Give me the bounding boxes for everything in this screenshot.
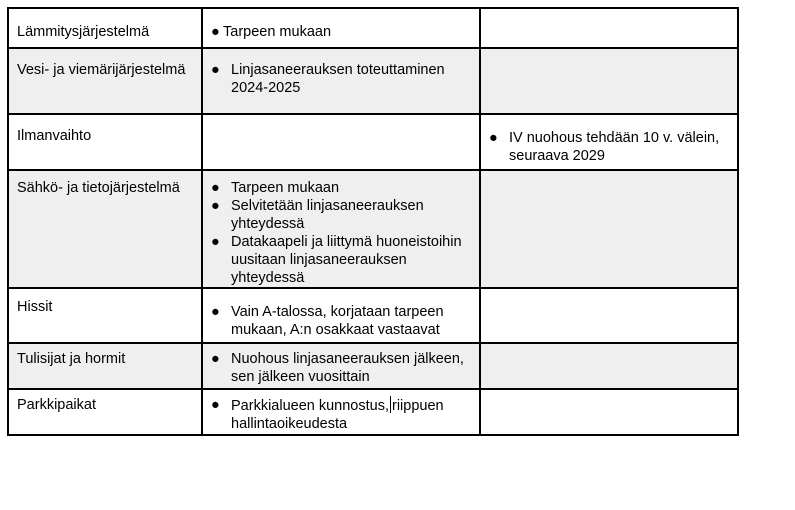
bullet-icon: ● (211, 234, 220, 250)
notes-cell[interactable] (480, 288, 738, 343)
row-label-cell[interactable] (8, 8, 202, 48)
measures-list (203, 9, 479, 41)
list-item: ● Tarpeen mukaan (211, 24, 332, 40)
row-label-cell[interactable] (8, 343, 202, 389)
row-label-cell[interactable] (8, 114, 202, 170)
measures-cell[interactable] (202, 343, 480, 389)
notes-list (481, 115, 737, 165)
row-label: Vesi- ja viemärijärjestelmä (17, 62, 186, 78)
measures-cell[interactable] (202, 288, 480, 343)
table-row (8, 343, 738, 389)
row-label: Lämmitysjärjestelmä (17, 24, 150, 40)
notes-cell[interactable] (480, 8, 738, 48)
row-label: Hissit (17, 299, 53, 315)
measures-cell[interactable] (202, 114, 480, 170)
row-label-cell[interactable] (8, 389, 202, 435)
list-item: ● Tarpeen mukaan (211, 180, 340, 196)
measures-list (203, 344, 479, 386)
text-cursor (390, 396, 391, 413)
row-label: Sähkö- ja tietojärjestelmä (17, 180, 180, 196)
table-row (8, 114, 738, 170)
notes-cell[interactable] (480, 170, 738, 288)
measures-list (203, 390, 479, 433)
table-row (8, 48, 738, 114)
row-label-cell[interactable] (8, 288, 202, 343)
notes-cell[interactable] (480, 343, 738, 389)
measures-cell[interactable] (202, 389, 480, 435)
table-row (8, 8, 738, 48)
table-row (8, 389, 738, 435)
bullet-icon: ● (211, 24, 220, 40)
cursor-line: Parkkialueen kunnostus, (231, 398, 389, 414)
notes-cell[interactable] (480, 48, 738, 114)
row-label-cell[interactable] (8, 48, 202, 114)
list-item: ● Nuohous linjasaneerauksen jälkeen, sen jälkeen vuosittain (211, 351, 464, 385)
bullet-icon: ● (211, 198, 220, 214)
list-item: ● Vain A-talossa, korjataan tarpeen mukaan, A:n osakkaat vastaavat (211, 304, 444, 338)
list-item: ● IV nuohous tehdään 10 v. välein, seuraava 2029 (489, 130, 720, 164)
list-item: ● Selvitetään linjasaneerauksen yhteydessä (211, 198, 424, 232)
bullet-icon: ● (211, 397, 220, 413)
table-row (8, 288, 738, 343)
bullet-icon: ● (211, 180, 220, 196)
measures-list (203, 289, 479, 339)
table-row (8, 170, 738, 288)
list-item: ● Datakaapeli ja liittymä huoneistoihin uusitaan linjasaneerauksen yhteydessä (211, 234, 462, 286)
bullet-icon: ● (489, 130, 498, 146)
row-label: Ilmanvaihto (17, 128, 92, 144)
bullet-icon: ● (211, 304, 220, 320)
bullet-icon: ● (211, 351, 220, 367)
row-label-cell[interactable] (8, 170, 202, 288)
measures-cell[interactable] (202, 170, 480, 288)
measures-cell[interactable] (202, 8, 480, 48)
measures-cell[interactable] (202, 48, 480, 114)
list-item: ● Parkkialueen kunnostus, riippuen hallintaoikeudesta (211, 397, 444, 432)
measures-list (203, 171, 479, 287)
bullet-icon: ● (211, 62, 220, 78)
row-label: Parkkipaikat (17, 397, 96, 413)
notes-cell[interactable] (480, 114, 738, 170)
list-item: ● Linjasaneerauksen toteuttaminen 2024-2025 (211, 62, 445, 96)
measures-list (203, 49, 479, 97)
row-label: Tulisijat ja hormit (17, 351, 126, 367)
notes-cell[interactable] (480, 389, 738, 435)
maintenance-plan-table (7, 7, 739, 436)
